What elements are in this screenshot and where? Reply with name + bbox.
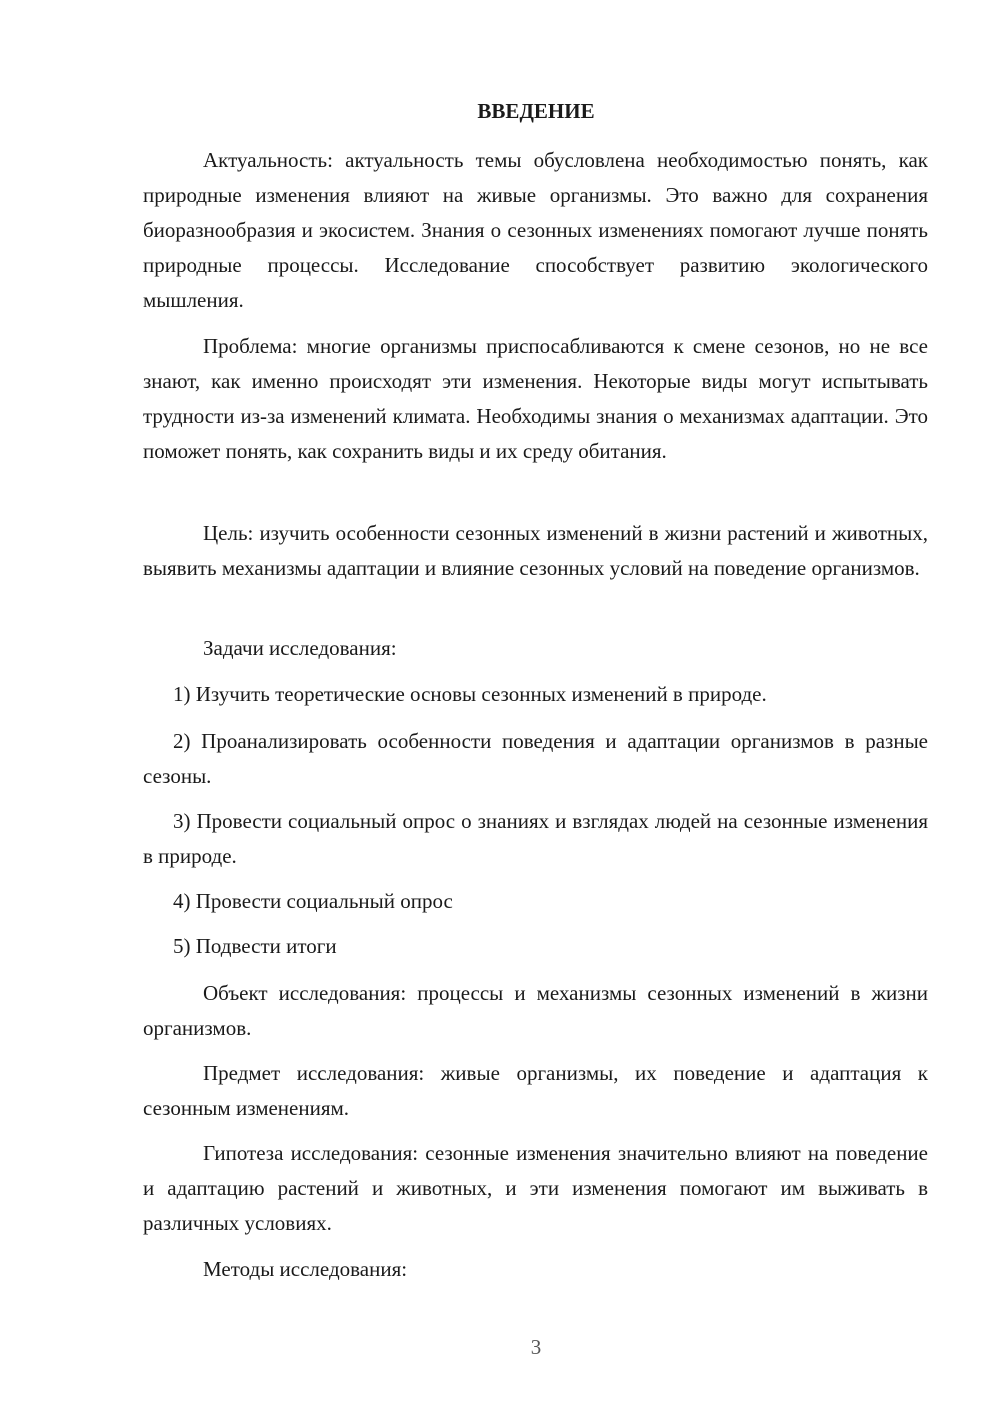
task-item-1: 1) Изучить теоретические основы сезонных изменений в природе. (173, 682, 767, 706)
task-item-4: 4) Провести социальный опрос (173, 889, 453, 913)
page-number: 3 (530, 1335, 542, 1359)
task-item-5: 5) Подвести итоги (173, 934, 337, 958)
paragraph-relevance: Актуальность: актуальность темы обусловлена необходимостью понять, как природные изменения влияют на живые организмы. Это важно для сохранения биоразнообразия и экосистем. Знания о сезонных изменениях помогают лучше понять природные процессы. Исследование способствует развитию экологического мышления. (143, 148, 928, 312)
paragraph-problem: Проблема: многие организмы приспосабливаются к смене сезонов, но не все знают, как именно происходят эти изменения. Некоторые виды могут испытывать трудности из-за изменений климата. Необходимы знания о механизмах адаптации. Это поможет понять, как сохранить виды и их среду обитания. (143, 334, 928, 463)
section-title: ВВЕДЕНИЕ (477, 99, 595, 123)
paragraph-methods-heading: Методы исследования: (203, 1257, 408, 1281)
paragraph-hypothesis: Гипотеза исследования: сезонные изменения значительно влияют на поведение и адаптацию растений и животных, и эти изменения помогают им выживать в различных условиях. (143, 1141, 928, 1235)
task-item-2: 2) Проанализировать особенности поведения и адаптации организмов в разные сезоны. (143, 729, 928, 788)
task-item-3: 3) Провести социальный опрос о знаниях и взглядах людей на сезонные изменения в природе. (143, 809, 928, 868)
paragraph-object: Объект исследования: процессы и механизмы сезонных изменений в жизни организмов. (143, 981, 928, 1040)
paragraph-goal: Цель: изучить особенности сезонных изменений в жизни растений и животных, выявить механизмы адаптации и влияние сезонных условий на поведение организмов. (143, 521, 928, 580)
paragraph-tasks-heading: Задачи исследования: (203, 636, 397, 660)
paragraph-subject: Предмет исследования: живые организмы, их поведение и адаптация к сезонным изменениям. (143, 1061, 928, 1120)
